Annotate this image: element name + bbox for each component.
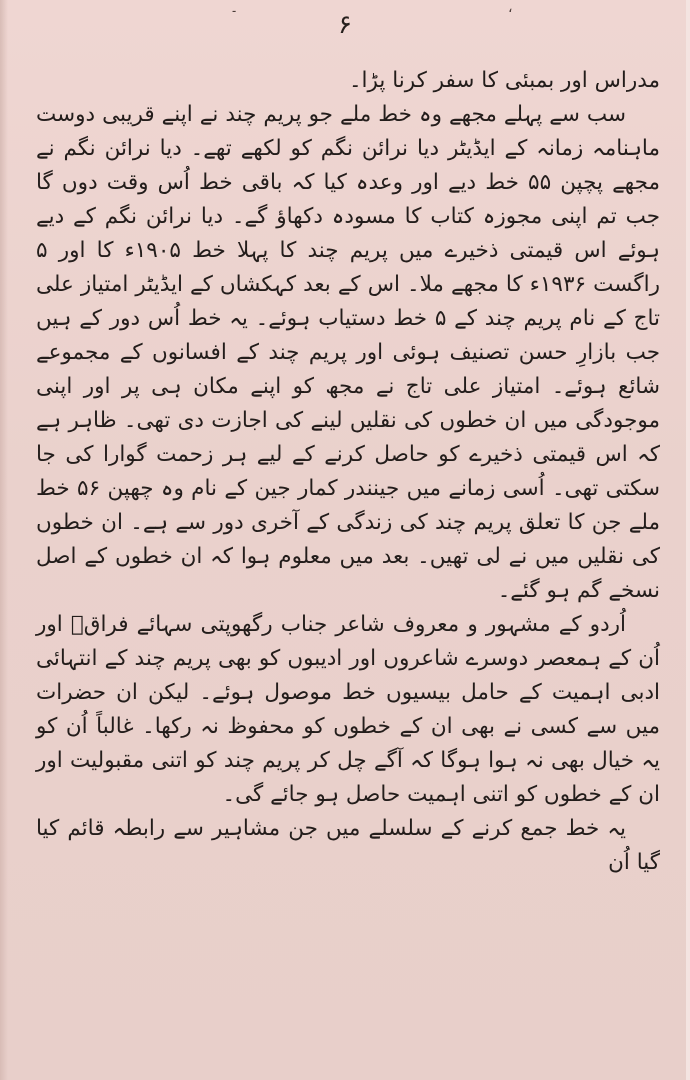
paragraph-3: اُردو کے مشہور و معروف شاعر جناب رگھوپتی سہائے فراقؔ اور اُن کے ہمعصر دوسرے شاعروں اور ادیبوں کو بھی پریم چند کے انتہائی ادبی اہمیت کے حامل بیسیوں خط موصول ہوئے۔ لیکن ان حضرات میں سے کسی نے بھی ان کے خطوں کو محفوظ نہ رکھا۔ غالباً اُن کو یہ خیال بھی نہ ہوا ہوگا کہ آگے چل کر پریم چند کو اتنی مقبولیت اور ان کے خطوں کو اتنی اہمیت حاصل ہو جائے گی۔ (36, 612, 660, 807)
top-ink-mark-left: ۔ (230, 0, 239, 16)
page-right-edge (686, 0, 690, 1080)
page-left-edge (0, 0, 8, 1080)
top-ink-mark-right: ، (508, 0, 513, 16)
paragraph-4: یہ خط جمع کرنے کے سلسلے میں جن مشاہیر سے رابطہ قائم کیا گیا اُن (36, 816, 660, 875)
paragraph-1: مدراس اور بمبئی کا سفر کرنا پڑا۔ (348, 68, 660, 93)
paragraph-2: سب سے پہلے مجھے وہ خط ملے جو پریم چند نے اپنے قریبی دوست ماہنامہ زمانہ کے ایڈیٹر دیا نرائن نگم کو لکھے تھے۔ دیا نرائن نگم نے مجھے پچپن ۵۵ خط دیے اور وعدہ کیا کہ باقی خط اُس وقت دوں گا جب تم اپنی مجوزہ کتاب کا مسودہ دکھاؤ گے۔ دیا نرائن نگم کے دیے ہوئے اس قیمتی ذخیرے میں پریم چند کا پہلا خط ۱۹۰۵ء کا اور ۵ راگست ۱۹۳۶ء کا مجھے ملا۔ اس کے بعد کہکشاں کے ایڈیٹر امتیاز علی تاج کے نام پریم چند کے ۵ خط دستیاب ہوئے۔ یہ خط اُس دور کے ہیں جب بازارِ حسن تصنیف ہوئی اور پریم چند کے افسانوں کے مجموعے شائع ہوئے۔ امتیاز علی تاج نے مجھ کو اپنے مکان ہی پر اور اپنی موجودگی میں ان خطوں کی نقلیں لینے کی اجازت دی تھی۔ ظاہر ہے کہ اس قیمتی ذخیرے کو حاصل کرنے کے لیے ہر زحمت گوارا کی جا سکتی تھی۔ اُسی زمانے میں جینندر کمار جین کے نام وہ چھپن ۵۶ خط ملے جن کا تعلق پریم چند کی زندگی کے آخری دور سے ہے۔ ان خطوں کی نقلیں میں نے لی تھیں۔ بعد میں معلوم ہوا کہ ان خطوں کے اصل نسخے گم ہو گئے۔ (36, 102, 661, 603)
body-text (36, 64, 660, 1040)
page-number: ۶ (338, 10, 352, 40)
